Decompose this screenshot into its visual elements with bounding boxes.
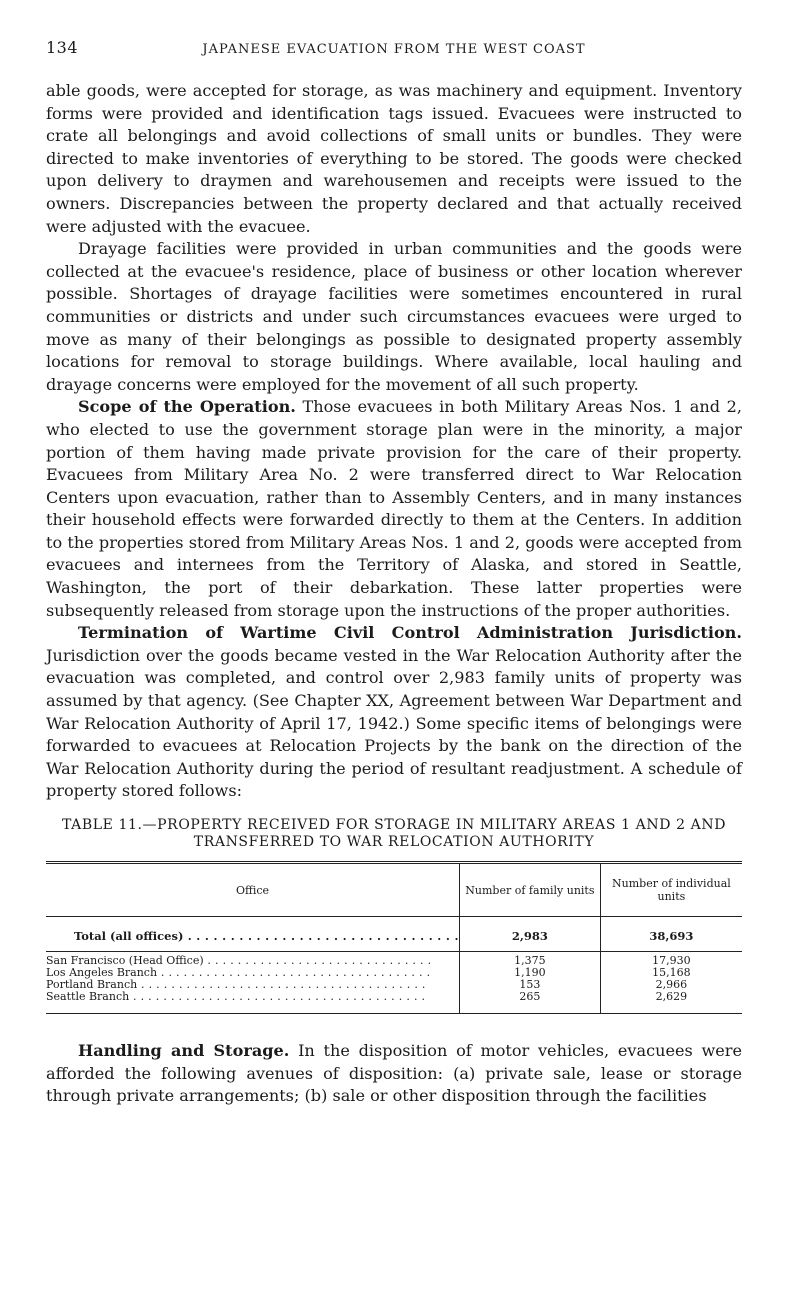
total-label: Total (all offices) . . . [74, 929, 458, 943]
section-heading: Termination of Wartime Civil Control Administration Jurisdiction. [78, 623, 742, 643]
body-text [46, 1040, 742, 1108]
table-row [46, 979, 742, 991]
family-units: 153 [460, 979, 601, 991]
total-family-units: 2,983 [460, 917, 601, 952]
paragraph [46, 1040, 742, 1108]
paragraph-text: Jurisdiction over the goods became vested in the War Relocation Authority after the evacuation was completed, and control over 2,983 family units of property was assumed by that agency. (See Chapter XX, Agreement between War Department and War Relocation Authority of April 17, 1942.) Some specific items of belongings were forwarded to evacuees at Relocation Projects by the bank on the direction of the War Relocation Authority during the period of resultant readjustment. A schedule of property stored follows: [46, 645, 742, 801]
family-units: 1,190 [460, 967, 601, 979]
paragraph [46, 238, 742, 396]
table-caption-line: TRANSFERRED TO WAR RELOCATION AUTHORITY [193, 834, 595, 850]
column-header-individual-units: Number of individual units [600, 863, 742, 917]
table-caption-line: TABLE 11.—PROPERTY RECEIVED FOR STORAGE IN MILITARY AREAS 1 AND 2 AND [61, 817, 727, 833]
individual-units: 2,629 [600, 991, 742, 1014]
individual-units: 2,966 [600, 979, 742, 991]
table-header-row [46, 863, 742, 917]
body-text [46, 80, 742, 803]
family-units: 1,375 [460, 952, 601, 968]
running-title: JAPANESE EVACUATION FROM THE WEST COAST [202, 42, 586, 57]
column-header-family-units: Number of family units [460, 863, 601, 917]
paragraph [46, 80, 742, 238]
paragraph-text: In the disposition of motor vehicles, evacuees were afforded the following avenues of disposition: (a) private sale, lease or storage through private arrangements; (b) sale or other disposition through the facilities [46, 1041, 742, 1106]
table-row [46, 952, 742, 968]
paragraph-text: Those evacuees in both Military Areas Nos. 1 and 2, who elected to use the government storage plan were in the minority, a major portion of them having made private provision for the care of their property. Evacuees from Military Area No. 2 were transferred direct to War Relocation Centers upon evacuation, rather than to Assembly Centers, and in many instances their household effects were forwarded directly to them at the Centers. In addition to the properties stored from Military Areas Nos. 1 and 2, goods were accepted from evacuees and internees from the Territory of Alaska, and stored in Seattle, Washington, the port of their debarkation. These latter properties were subsequently released from storage upon the instructions of the proper authorities. [46, 397, 743, 620]
running-header [46, 38, 742, 66]
table-row [46, 967, 742, 979]
office-name: Seattle Branch . . . [46, 991, 430, 1003]
paragraph-text: Drayage facilities were provided in urban communities and the goods were collected at the evacuee's residence, place of business or other location wherever possible. Shortages of drayage facilities were sometimes encountered in rural communities or districts and under such circumstances evacuees were urged to move as many of their belongings as possible to designated property assembly locations for removal to storage buildings. Where available, local hauling and drayage concerns were employed for the movement of all such property. [46, 239, 742, 394]
office-name: Portland Branch . . . [46, 979, 430, 991]
property-table [46, 861, 742, 1014]
column-header-office: Office [235, 883, 270, 897]
page-number: 134 [46, 38, 79, 57]
total-individual-units: 38,693 [600, 917, 742, 952]
office-name: San Francisco (Head Office) . . . [46, 955, 430, 967]
table-total-row [46, 917, 742, 952]
paragraph-text: able goods, were accepted for storage, as was machinery and equipment. Inventory forms were provided and identification tags issued. Evacuees were instructed to crate all belongings and avoid collections of small units or bundles. They were directed to make inventories of everything to be stored. The goods were checked upon delivery to draymen and warehousemen and receipts were issued to the owners. Discrepancies between the property declared and that actually received were adjusted with the evacuee. [46, 81, 742, 236]
individual-units: 17,930 [600, 952, 742, 968]
document-page [46, 38, 742, 1108]
individual-units: 15,168 [600, 967, 742, 979]
paragraph [46, 396, 742, 622]
section-heading: Handling and Storage. [78, 1041, 290, 1060]
paragraph [46, 622, 742, 803]
table-row [46, 991, 742, 1014]
table-caption [46, 817, 742, 851]
family-units: 265 [460, 991, 601, 1014]
office-name: Los Angeles Branch . . . [46, 967, 430, 979]
section-heading: Scope of the Operation. [78, 397, 296, 417]
